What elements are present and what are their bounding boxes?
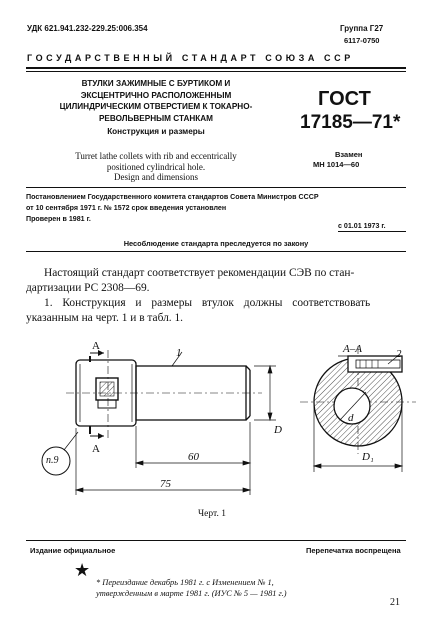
title-subtitle: Конструкция и размеры [107, 127, 205, 136]
dimension-d-small: d [348, 412, 354, 424]
technical-drawing [0, 330, 427, 520]
title-line: ЭКСЦЕНТРИЧНО РАСПОЛОЖЕННЫМ [80, 90, 232, 100]
title-en-line: positioned cylindrical hole. [106, 161, 206, 172]
footer-rule [26, 540, 406, 541]
decree-line-1: Постановлением Государственного комитета стандартов Совета Министров СССР [26, 193, 319, 201]
body-paragraph-1-line-2: дартизации РС 2308—69. [26, 282, 150, 294]
reprint-prohibited: Перепечатка воспрещена [306, 546, 401, 555]
section-title-a-a: А–А [343, 343, 362, 355]
replaces-value: МН 1014—60 [313, 160, 360, 169]
decree-checked: Проверен в 1981 г. [26, 215, 91, 223]
gost-label: ГОСТ [318, 88, 371, 110]
udk-code: УДК 621.941.232-229.25:006.354 [27, 24, 148, 33]
title-en-line: Design and dimensions [114, 172, 198, 182]
decree-line-2: от 10 сентября 1971 г. № 1572 срок введения установлен [26, 204, 227, 212]
figure-caption: Черт. 1 [198, 509, 226, 519]
section-mark-a-bottom: А [92, 443, 100, 455]
body-paragraph-2-line-2: указанным на черт. 1 и в табл. 1. [26, 312, 184, 324]
legal-warning: Несоблюдение стандарта преследуется по закону [123, 239, 309, 248]
title-english [26, 151, 286, 183]
decree-rule [26, 187, 406, 188]
okp-code: 6117-0750 [344, 36, 380, 45]
dimension-75: 75 [160, 478, 171, 490]
banner-rule [26, 67, 406, 69]
body-paragraph-1-line-1: Настоящий стандарт соответствует рекомендации СЭВ по стан- [44, 267, 355, 279]
replaces-label: Взамен [335, 150, 363, 159]
banner-rule-thin [26, 71, 406, 72]
dimension-d-large: D [274, 424, 282, 436]
title-en-line: Turret lathe collets with rib and eccentrically [75, 151, 237, 161]
callout-2: 2 [396, 348, 402, 360]
body-paragraph-2-line-1: 1. Конструкция и размеры втулок должны соответствовать [44, 297, 371, 309]
reissue-note-line-1: * Переиздание декабрь 1981 г. с Изменением № 1, [96, 578, 274, 587]
title-line: ЦИЛИНДРИЧЕСКИМ ОТВЕРСТИЕМ К ТОКАРНО- [59, 102, 253, 111]
title-line: РЕВОЛЬВЕРНЫМ СТАНКАМ [98, 113, 214, 123]
dimension-60: 60 [188, 451, 199, 463]
dimension-d1: D₁ [362, 451, 374, 463]
gost-number: 17185—71* [300, 112, 401, 133]
group-code: Группа Г27 [340, 24, 384, 33]
section-mark-a-top: А [92, 340, 100, 352]
title-line: ВТУЛКИ ЗАЖИМНЫЕ С БУРТИКОМ И [81, 79, 231, 88]
decree-effective-date: с 01.01 1973 г. [338, 222, 386, 230]
date-underline [338, 231, 406, 232]
note-reference: п.9 [46, 455, 59, 466]
state-standard-banner: ГОСУДАРСТВЕННЫЙ СТАНДАРТ СОЮЗА ССР [27, 53, 354, 63]
title-russian [26, 78, 286, 138]
reissue-note-line-2: утвержденным в марте 1981 г. (ИУС № 5 — 1981 г.) [96, 589, 287, 598]
callout-1: 1 [176, 347, 182, 359]
official-edition: Издание официальное [30, 546, 116, 555]
star-mark: ★ [74, 560, 91, 580]
page-number: 21 [390, 597, 400, 608]
warning-rule [26, 251, 406, 252]
